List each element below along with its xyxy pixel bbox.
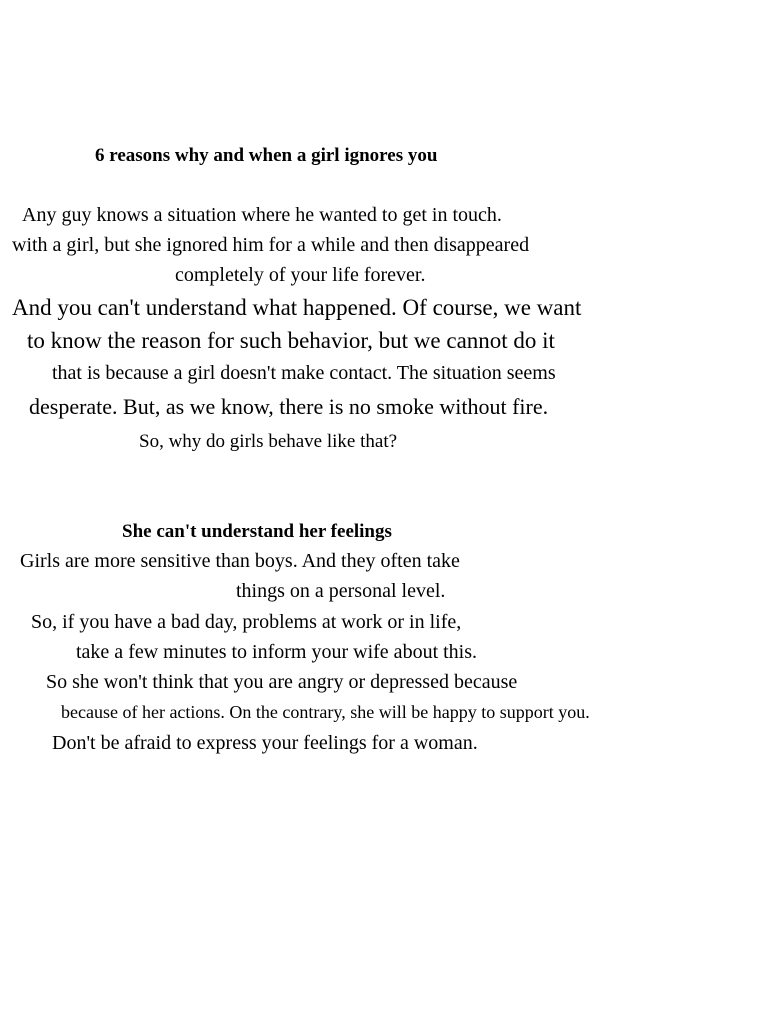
paragraph-line: Don't be afraid to express your feelings for a woman. <box>52 732 478 754</box>
paragraph-line: So, why do girls behave like that? <box>139 431 398 452</box>
paragraph-line: completely of your life forever. <box>175 264 426 286</box>
paragraph-line: with a girl, but she ignored him for a while and then disappeared <box>12 234 530 256</box>
paragraph-line: And you can't understand what happened. Of course, we want <box>12 295 582 320</box>
paragraph-line: to know the reason for such behavior, but we cannot do it <box>27 328 555 353</box>
section-heading: She can't understand her feelings <box>122 521 392 542</box>
paragraph-line: So she won't think that you are angry or depressed because <box>46 671 518 693</box>
paragraph-line: So, if you have a bad day, problems at work or in life, <box>31 611 462 633</box>
document-title: 6 reasons why and when a girl ignores you <box>95 145 438 166</box>
paragraph-line: take a few minutes to inform your wife about this. <box>76 641 478 663</box>
paragraph-line: that is because a girl doesn't make contact. The situation seems <box>52 362 556 384</box>
paragraph-line: desperate. But, as we know, there is no smoke without fire. <box>29 394 549 419</box>
paragraph-line: Any guy knows a situation where he wanted to get in touch. <box>22 204 502 226</box>
paragraph-line: Girls are more sensitive than boys. And they often take <box>20 550 460 572</box>
paragraph-line: things on a personal level. <box>236 580 446 602</box>
paragraph-line: because of her actions. On the contrary, she will be happy to support you. <box>61 702 590 722</box>
